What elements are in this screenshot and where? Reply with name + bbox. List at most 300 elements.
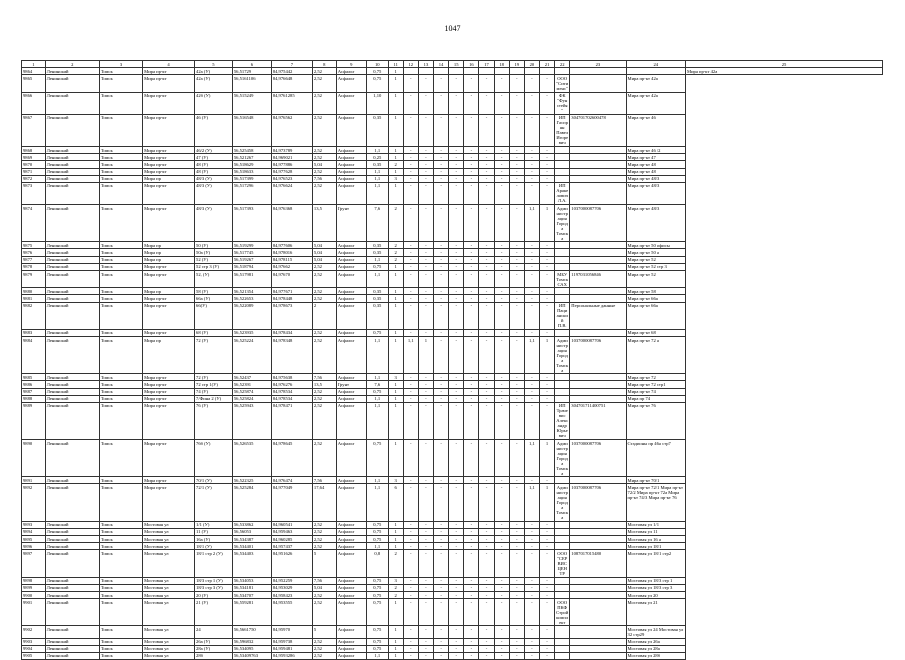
table-cell (570, 146, 626, 153)
table-cell (626, 68, 685, 75)
table-cell: Мира пр-кт (143, 205, 195, 242)
table-cell: - (494, 256, 509, 263)
table-cell: - (540, 146, 555, 153)
table-cell: 56,52437 (232, 374, 271, 381)
table-cell: Асфальт (336, 329, 366, 336)
table-cell: - (479, 271, 494, 288)
table-row (22, 302, 883, 329)
table-cell: 56,518629 (232, 161, 271, 168)
table-cell: - (524, 161, 539, 168)
table-cell: - (418, 484, 433, 521)
table-cell: - (403, 263, 418, 270)
table-row (22, 599, 883, 626)
table-cell: 56,534181 (232, 584, 271, 591)
table-cell: Мира пр-кт (143, 395, 195, 402)
table-cell: - (494, 168, 509, 175)
table-cell: 13,5 (312, 381, 336, 388)
table-cell: - (524, 295, 539, 302)
table-cell: - (434, 175, 449, 182)
table-cell: Асфальт (336, 114, 366, 146)
table-cell: 72 стр 1(У) (195, 381, 233, 388)
table-cell: 56,525224 (232, 336, 271, 373)
table-cell: 56,534095 (232, 645, 271, 652)
table-cell (570, 388, 626, 395)
table-cell: - (540, 295, 555, 302)
table-cell: Ленинский (45, 205, 99, 242)
table-cell: Мира пр-кт 48/3 (626, 205, 685, 242)
table-cell: - (540, 374, 555, 381)
table-cell: 2,52 (312, 543, 336, 550)
table-cell (570, 591, 626, 598)
table-cell: - (418, 381, 433, 388)
table-cell: - (449, 263, 464, 270)
table-cell: - (464, 577, 479, 584)
table-cell: 1 (388, 92, 403, 114)
table-cell: - (403, 256, 418, 263)
table-cell: 72 (У) (195, 374, 233, 381)
table-cell: - (524, 550, 539, 577)
table-cell: 84,958423 (271, 591, 312, 598)
table-cell: 70/1 (У) (195, 477, 233, 484)
table-cell: 0,75 (366, 528, 388, 535)
table-row (22, 638, 883, 645)
table-cell: - (524, 182, 539, 204)
table-cell: - (403, 652, 418, 659)
table-cell: - (540, 645, 555, 652)
table-cell: 1197031056846 (570, 271, 626, 288)
table-cell: Мостовая ул 18/1 стр2 (626, 550, 685, 577)
table-cell: 56,533862 (232, 521, 271, 528)
table-cell: Ленинский (45, 92, 99, 114)
column-header: 8 (312, 61, 336, 68)
table-cell: 18/3 стр 3 (У) (195, 584, 233, 591)
table-cell: - (540, 381, 555, 388)
table-row (22, 256, 883, 263)
table-cell: - (434, 295, 449, 302)
table-cell: - (418, 584, 433, 591)
table-cell: Томск (99, 182, 142, 204)
table-cell: - (524, 263, 539, 270)
table-cell: - (449, 536, 464, 543)
table-cell: - (403, 182, 418, 204)
table-cell (570, 381, 626, 388)
table-cell: Асфальт (336, 175, 366, 182)
table-cell: 1,1 (524, 336, 539, 373)
table-cell: 1 (388, 543, 403, 550)
table-cell: - (434, 205, 449, 242)
table-cell: 11 (У) (195, 528, 233, 535)
table-cell (555, 626, 570, 638)
table-cell (555, 146, 570, 153)
table-cell: 52 (У) (195, 256, 233, 263)
table-cell: - (403, 591, 418, 598)
table-cell: 1 (388, 645, 403, 652)
table-cell (540, 68, 555, 75)
table-row (22, 114, 883, 146)
table-cell: - (434, 302, 449, 329)
table-cell: Асфальт (336, 302, 366, 329)
table-cell: Ленинский (45, 256, 99, 263)
table-cell: 56,51729 (232, 68, 271, 75)
table-cell: 9899 (22, 584, 46, 591)
table-cell: 0,75 (366, 638, 388, 645)
table-cell: 9886 (22, 381, 46, 388)
table-cell: - (494, 302, 509, 329)
table-cell: Томск (99, 75, 142, 92)
table-cell: Мира пр (143, 288, 195, 295)
table-cell: Асфальт (336, 599, 366, 626)
table-cell: Мостовая ул (143, 638, 195, 645)
table-cell: 1 (388, 381, 403, 388)
table-cell: Мира пр-кт (143, 92, 195, 114)
table-cell: 5,04 (312, 256, 336, 263)
table-cell: - (524, 388, 539, 395)
table-cell: ИП Аракелович Л.А. (556, 183, 569, 204)
table-cell: 84,977049 (271, 484, 312, 521)
table-cell: Мостовая ул (143, 528, 195, 535)
table-cell: - (509, 154, 524, 161)
table-cell: 56,5661750 (232, 626, 271, 638)
table-cell: Мира пр-кт (143, 388, 195, 395)
table-cell: Мостовая ул (143, 652, 195, 659)
table-cell: - (464, 205, 479, 242)
table-cell: 56,53409763 (232, 652, 271, 659)
table-cell: Томск (99, 68, 142, 75)
table-cell: - (418, 652, 433, 659)
table-cell: 84,976562 (271, 114, 312, 146)
table-cell: 2,52 (312, 114, 336, 146)
table-cell: - (509, 484, 524, 521)
table-cell: 52 стр 3 (У) (195, 263, 233, 270)
table-cell: Мира пр-кт (143, 295, 195, 302)
table-cell: - (449, 599, 464, 626)
table-cell: 1 (388, 271, 403, 288)
table-cell: Асфальт (336, 528, 366, 535)
table-cell: 2,52 (312, 638, 336, 645)
table-cell: 1,1 (366, 175, 388, 182)
table-row (22, 75, 883, 92)
table-cell: - (449, 638, 464, 645)
column-header: 18 (494, 61, 509, 68)
table-cell: - (434, 168, 449, 175)
table-cell: Асфальт (336, 263, 366, 270)
table-cell: Асфальт (336, 626, 366, 638)
table-cell: 46 (У) (195, 114, 233, 146)
table-cell: - (434, 477, 449, 484)
table-cell: - (434, 584, 449, 591)
column-header: 25 (686, 61, 883, 68)
table-cell: - (540, 477, 555, 484)
table-row (22, 271, 883, 288)
table-cell (555, 584, 570, 591)
table-cell: 0,75 (366, 626, 388, 638)
table-cell: 28а (У) (195, 645, 233, 652)
column-header: 17 (479, 61, 494, 68)
table-cell: - (494, 154, 509, 161)
table-cell: Мира пр-кт (143, 302, 195, 329)
table-cell: 1 (418, 336, 433, 373)
table-cell: - (434, 626, 449, 638)
table-cell: 0,8 (366, 550, 388, 577)
table-cell: 68 (У) (195, 329, 233, 336)
table-cell: 56,518794 (232, 263, 271, 270)
table-row (22, 626, 883, 638)
table-cell: 84,97670 (271, 271, 312, 288)
table-cell: - (494, 271, 509, 288)
table-cell: - (434, 263, 449, 270)
table-cell: Ленинский (45, 271, 99, 288)
table-cell: Томск (99, 550, 142, 577)
table-cell: 9866 (22, 92, 46, 114)
table-cell: Ленинский (45, 154, 99, 161)
table-cell: 2,52 (312, 402, 336, 439)
table-cell: Ленинский (45, 175, 99, 182)
table-cell: - (479, 584, 494, 591)
table-cell: Мира пр-кт (143, 168, 195, 175)
table-cell: 1,1 (366, 271, 388, 288)
table-cell: 9884 (22, 336, 46, 373)
table-cell (555, 638, 570, 645)
table-cell: Томск (99, 295, 142, 302)
table-cell: - (434, 288, 449, 295)
table-cell: - (494, 626, 509, 638)
column-header: 5 (195, 61, 233, 68)
table-cell: - (434, 249, 449, 256)
table-cell: - (479, 402, 494, 439)
table-cell: 2 (388, 242, 403, 249)
table-cell: Томск (99, 288, 142, 295)
table-cell: Ленинский (45, 626, 99, 638)
table-cell: Мостовая ул 18/1 (626, 543, 685, 550)
table-cell: - (494, 528, 509, 535)
table-cell: - (449, 161, 464, 168)
table-cell: ООО ПКФ Строй комплект (556, 599, 569, 625)
table-cell: Асфальт (336, 536, 366, 543)
table-cell: Мостовая ул 26а (626, 638, 685, 645)
table-cell: 1,1 (366, 402, 388, 439)
table-cell: 26а (У) (195, 638, 233, 645)
table-cell: 7,6 (366, 205, 388, 242)
table-cell: - (524, 536, 539, 543)
table-cell: ИП Трачевис Александр Юрьевич (556, 403, 569, 439)
table-cell (555, 288, 570, 295)
table-cell: Мостовая ул 18/3 стр 3 (626, 584, 685, 591)
table-cell: Мира пр-кт (143, 114, 195, 146)
table-cell: - (509, 591, 524, 598)
table-cell: - (479, 175, 494, 182)
table-cell: - (524, 154, 539, 161)
table-cell: - (403, 599, 418, 626)
table-cell: - (403, 161, 418, 168)
table-cell: Ленинский (45, 543, 99, 550)
table-cell: - (479, 374, 494, 381)
table-cell: Ленинский (45, 577, 99, 584)
table-cell: 3 (388, 175, 403, 182)
table-cell: 84,978115 (271, 256, 312, 263)
table-cell: - (540, 154, 555, 161)
table-cell: 84,978016 (271, 249, 312, 256)
table-cell: Асфальт (336, 182, 366, 204)
table-row (22, 381, 883, 388)
table-cell: - (479, 336, 494, 373)
table-cell: Асфальт (336, 645, 366, 652)
table-cell: - (434, 381, 449, 388)
table-cell: Мостовая ул (143, 645, 195, 652)
table-cell: - (494, 288, 509, 295)
table-cell: - (464, 271, 479, 288)
column-header: 11 (388, 61, 403, 68)
table-cell: - (403, 168, 418, 175)
table-cell (555, 645, 570, 652)
table-cell: Асфальт (336, 577, 366, 584)
table-cell (570, 161, 626, 168)
table-cell (570, 374, 626, 381)
table-cell: - (403, 381, 418, 388)
table-cell: - (418, 242, 433, 249)
table-cell: Мира пр-кт 50 а (626, 249, 685, 256)
table-cell: - (464, 388, 479, 395)
table-cell: - (418, 528, 433, 535)
table-cell: - (494, 652, 509, 659)
table-cell: Ленинский (45, 395, 99, 402)
table-cell (509, 68, 524, 75)
table-row (22, 477, 883, 484)
table-cell: 9898 (22, 577, 46, 584)
table-row (22, 440, 883, 477)
table-cell: 9880 (22, 288, 46, 295)
table-cell: - (449, 295, 464, 302)
table-cell: 2,52 (312, 591, 336, 598)
table-cell: Мира пр (143, 336, 195, 373)
table-cell: 1,1 (366, 168, 388, 175)
table-cell: Мира пр (143, 175, 195, 182)
table-cell (570, 182, 626, 204)
table-cell: - (403, 543, 418, 550)
table-cell: 56,525943 (232, 402, 271, 439)
table-cell: Ленинский (45, 374, 99, 381)
table-cell: - (418, 175, 433, 182)
table-cell: - (434, 484, 449, 521)
table-cell: 304701711400751 (570, 402, 626, 439)
table-cell (570, 638, 626, 645)
table-cell: - (403, 302, 418, 329)
table-cell: - (418, 288, 433, 295)
table-cell: 1,1 (366, 256, 388, 263)
table-cell: Асфальт (336, 92, 366, 114)
table-cell: 76б (У) (195, 440, 233, 477)
column-header: 2 (45, 61, 99, 68)
table-cell: 9883 (22, 329, 46, 336)
table-cell: Ленинский (45, 528, 99, 535)
table-cell: - (464, 336, 479, 373)
table-cell: Асфальт (336, 388, 366, 395)
table-cell: 2 (388, 550, 403, 577)
table-cell: Томск (99, 175, 142, 182)
table-cell: Асфальт (336, 288, 366, 295)
table-cell: Асфальт (336, 75, 366, 92)
table-cell: - (509, 584, 524, 591)
table-cell: 0,25 (366, 154, 388, 161)
table-cell: - (434, 440, 449, 477)
table-cell: 56,525824 (232, 395, 271, 402)
table-cell: 1,1 (366, 543, 388, 550)
table-cell: 18/3 стр 1 (У) (195, 577, 233, 584)
table-cell: 5,04 (312, 242, 336, 249)
table-cell: Томск (99, 336, 142, 373)
table-cell: - (464, 395, 479, 402)
table-row (22, 402, 883, 439)
table-cell: 18/1 стр 2 (У) (195, 550, 233, 577)
table-cell: - (540, 161, 555, 168)
table-cell: - (403, 536, 418, 543)
column-header: 23 (570, 61, 626, 68)
table-cell: - (509, 288, 524, 295)
table-cell: - (479, 302, 494, 329)
table-cell: - (434, 256, 449, 263)
table-cell (555, 395, 570, 402)
table-cell: - (479, 591, 494, 598)
table-cell: - (494, 395, 509, 402)
table-cell: - (449, 288, 464, 295)
table-cell: - (479, 329, 494, 336)
table-cell: 56,596832 (232, 638, 271, 645)
table-cell: - (540, 288, 555, 295)
table-cell: Мира пр-кт 52 (626, 271, 685, 288)
table-cell: Ленинский (45, 645, 99, 652)
table-cell: - (479, 543, 494, 550)
table-cell: 2,52 (312, 536, 336, 543)
table-cell: 9897 (22, 550, 46, 577)
table-cell: Мира пр-кт (143, 263, 195, 270)
table-cell: - (540, 263, 555, 270)
table-cell: 1 (388, 263, 403, 270)
column-header: 16 (464, 61, 479, 68)
table-cell: - (509, 652, 524, 659)
table-cell: - (449, 543, 464, 550)
table-cell: - (403, 402, 418, 439)
table-row (22, 161, 883, 168)
table-cell: - (403, 395, 418, 402)
table-cell: Томск (99, 440, 142, 477)
table-cell: - (494, 381, 509, 388)
column-header: 10 (366, 61, 388, 68)
table-cell: - (509, 146, 524, 153)
table-cell: 1087017015480 (570, 550, 626, 577)
table-cell: - (449, 182, 464, 204)
table-cell: - (403, 477, 418, 484)
table-cell: - (509, 536, 524, 543)
table-cell: Томск (99, 263, 142, 270)
table-cell: 56,522325 (232, 477, 271, 484)
table-row (22, 374, 883, 381)
table-cell: 1 (388, 528, 403, 535)
table-cell: - (449, 528, 464, 535)
table-cell: - (464, 599, 479, 626)
table-cell: - (540, 329, 555, 336)
table-cell (449, 68, 464, 75)
table-cell: - (540, 543, 555, 550)
table-cell: 0,75 (366, 388, 388, 395)
table-cell: - (434, 599, 449, 626)
table-cell (479, 68, 494, 75)
table-cell (555, 577, 570, 584)
table-cell: - (524, 249, 539, 256)
table-row (22, 577, 883, 584)
table-cell: Мира пр-кт 48 (626, 168, 685, 175)
table-cell: Томск (99, 271, 142, 288)
table-cell: - (464, 146, 479, 153)
table-cell: - (449, 591, 464, 598)
